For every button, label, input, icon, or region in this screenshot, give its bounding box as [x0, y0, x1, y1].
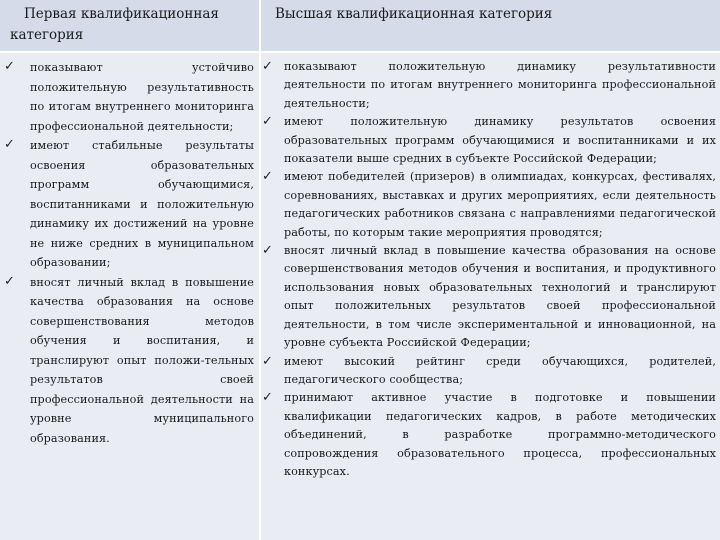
- list-item-text: вносят личный вклад в повышение качества образования на основе совершенствования методов обучения и воспитания, и продуктивного использования новых образовательных технологий и транслируют опыт положительных результатов своей профессиональной деятельности, в том числе экспериментальной и инновационной, на уровне субъекта Российской Федерации;: [284, 244, 716, 350]
- list-item-text: имеют положительную динамику результатов освоения образовательных программ обучающимися и воспитанниками и их показатели выше средних в субъекте Российской Федерации;: [284, 115, 716, 166]
- column-divider: [259, 0, 261, 540]
- list-item: [262, 168, 716, 242]
- list-item: [262, 113, 716, 168]
- list-item: [262, 353, 716, 390]
- checkmark-icon: ✓: [4, 273, 15, 289]
- list-item-text: показывают устойчиво положительную результативность по итогам внутреннего мониторинга профессиональной деятельности;: [30, 61, 254, 133]
- checkmark-icon: ✓: [262, 390, 273, 406]
- first-category-title-line2: категория: [10, 27, 84, 43]
- checkmark-icon: ✓: [262, 169, 273, 185]
- header-divider: [0, 51, 720, 53]
- checkmark-icon: ✓: [4, 137, 15, 152]
- first-category-list: [4, 58, 254, 448]
- checkmark-icon: ✓: [262, 114, 273, 130]
- checkmark-icon: ✓: [4, 59, 15, 74]
- list-item: [262, 242, 716, 352]
- list-item: [4, 273, 254, 449]
- list-item-text: показывают положительную динамику результативности деятельности по итогам внутреннего мониторинга профессиональной деятельности;: [284, 60, 716, 110]
- list-item-text: вносят личный вклад в повышение качества образования на основе совершенствования методов обучения и воспитания, и транслируют опыт положи-тельных результатов своей профессиональной деятельности на уровне муниципального образования.: [30, 275, 254, 445]
- highest-category-header: [275, 4, 715, 25]
- highest-category-title: Высшая квалификационная категория: [275, 6, 553, 22]
- list-item-text: имеют победителей (призеров) в олимпиадах, конкурсах, фестивалях, соревнованиях, выставках и других мероприятиях, если деятельность педагогических работников связана с направлениями педагогической работы, по которым такие мероприятия проводятся;: [284, 170, 716, 239]
- checkmark-icon: ✓: [262, 243, 273, 259]
- checkmark-icon: ✓: [262, 353, 273, 369]
- list-item: [262, 389, 716, 481]
- list-item: [4, 58, 254, 136]
- first-category-title-line1: Первая квалификационная: [24, 6, 219, 22]
- list-item-text: принимают активное участие в подготовке и повышении квалификации педагогических кадров, в работе методических объединений, в разработке программно-методического сопровождения образовательного процесса, профессиональных конкурсах.: [284, 391, 716, 478]
- list-item: [4, 136, 254, 273]
- highest-category-list: [262, 58, 716, 481]
- list-item: [262, 58, 716, 113]
- first-category-header: [10, 4, 250, 46]
- list-item-text: имеют высокий рейтинг среди обучающихся, родителей, педагогического сообщества;: [284, 354, 716, 386]
- list-item-text: имеют стабильные результаты освоения образовательных программ обучающимися, воспитанниками и положительную динамику их достижений на уровне не ниже средних в муниципальном образовании;: [30, 139, 254, 269]
- checkmark-icon: ✓: [262, 59, 273, 74]
